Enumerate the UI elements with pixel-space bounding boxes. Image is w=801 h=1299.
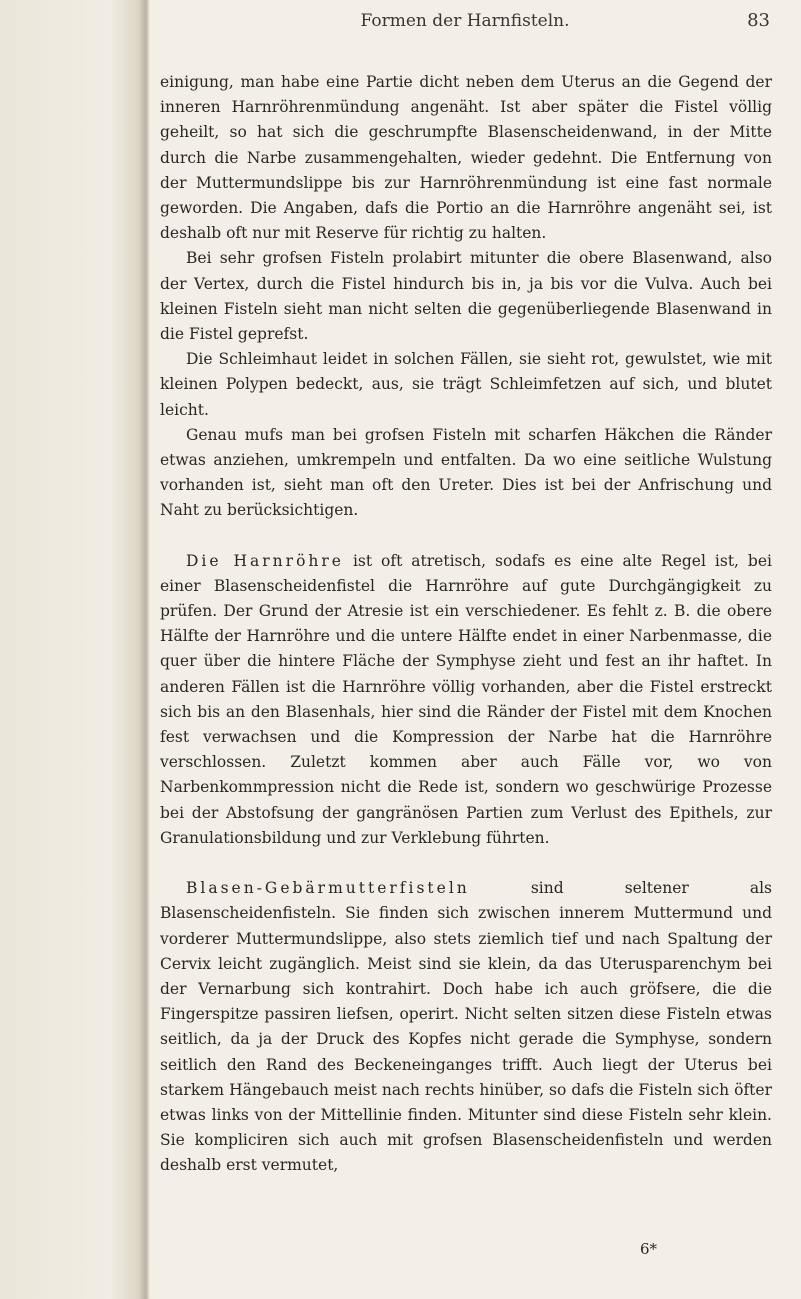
book-gutter [0, 0, 150, 1299]
paragraph-text: ist oft atretisch, sodafs es eine alte Regel ist, bei einer Blasenscheidenfistel die Harnröhre auf gute Durchgängigkeit zu prüfen. Der Grund der Atresie ist ein verschiedener. Es fehlt z. B. die obere Hälfte der Harnröhre und die untere Hälfte endet in einer Narbenmasse, die quer über die hintere Fläche der Symphyse zieht und fest an ihr haftet. In anderen Fällen ist die Harnröhre völlig vorhanden, aber die Fistel erstreckt sich bis an den Blasenhals, hier sind die Ränder der Fistel mit dem Knochen fest verwachsen und die Kompression der Narbe hat die Harnröhre verschlossen. Zuletzt kommen aber auch Fälle vor, wo von Narbenkommpression nicht die Rede ist, sondern wo geschwürige Prozesse bei der Abstofsung der gangränösen Partien zum Verlust des Epithels, zur Granulationsbildung und zur Verklebung führten. [160, 551, 772, 847]
page-number: 83 [747, 10, 770, 31]
paragraph: Bei sehr grofsen Fisteln prolabirt mitunter die obere Blasenwand, also der Vertex, durch die Fistel hindurch bis in, ja bis vor die Vulva. Auch bei kleinen Fisteln sieht man nicht selten die gegenüberliegende Blasenwand in die Fistel geprefst. [160, 249, 772, 344]
section-lead-harnroehre: Die Harnröhre [186, 551, 344, 570]
signature-mark: 6* [640, 1240, 658, 1258]
running-header [160, 8, 770, 36]
paragraph [160, 549, 772, 851]
paragraph: einigung, man habe eine Partie dicht neben dem Uterus an die Gegend der inneren Harnröhrenmündung angenäht. Ist aber später die Fistel völlig geheilt, so hat sich die geschrumpfte Blasenscheidenwand, in der Mitte durch die Narbe zusammengehalten, wieder gedehnt. Die Entfernung von der Muttermundslippe bis zur Harnröhrenmündung ist eine fast normale geworden. Die Angaben, dafs die Portio an die Harnröhre angenäht sei, ist deshalb oft nur mit Reserve für richtig zu halten. [160, 73, 772, 243]
body-text [160, 70, 772, 1179]
running-title: Formen der Harnfisteln. [360, 11, 570, 31]
paragraph: Die Schleimhaut leidet in solchen Fällen, sie sieht rot, gewulstet, wie mit kleinen Polypen bedeckt, aus, sie trägt Schleimfetzen auf sich, und blutet leicht. [160, 350, 772, 419]
paragraph [160, 876, 772, 1178]
section-lead-blasen-gebaermutterfisteln: Blasen-Gebärmutterfisteln [186, 879, 470, 898]
paragraph-text: sind seltener als Blasenscheidenfisteln. Sie finden sich zwischen innerem Muttermund und vorderer Muttermundslippe, also stets ziemlich tief und nach Spaltung der Cervix leicht zugänglich. Meist sind sie klein, da das Uterusparenchym bei der Vernarbung sich kontrahirt. Doch habe ich auch gröfsere, die die Fingerspitze passiren liefsen, operirt. Nicht selten sitzen diese Fisteln etwas seitlich, da ja der Druck des Kopfes nicht gerade die Symphyse, sondern seitlich den Rand des Beckeneinganges trifft. Auch liegt der Uterus bei starkem Hängebauch meist nach rechts hinüber, so dafs die Fisteln sich öfter etwas links von der Mittellinie finden. Mitunter sind diese Fisteln sehr klein. Sie kompliciren sich auch mit grofsen Blasenscheidenfisteln und werden deshalb erst vermutet, [160, 879, 772, 1175]
paragraph: Genau mufs man bei grofsen Fisteln mit scharfen Häkchen die Ränder etwas anziehen, umkrempeln und entfalten. Da wo eine seitliche Wulstung vorhanden ist, sieht man oft den Ureter. Dies ist bei der Anfrischung und Naht zu berücksichtigen. [160, 425, 772, 520]
